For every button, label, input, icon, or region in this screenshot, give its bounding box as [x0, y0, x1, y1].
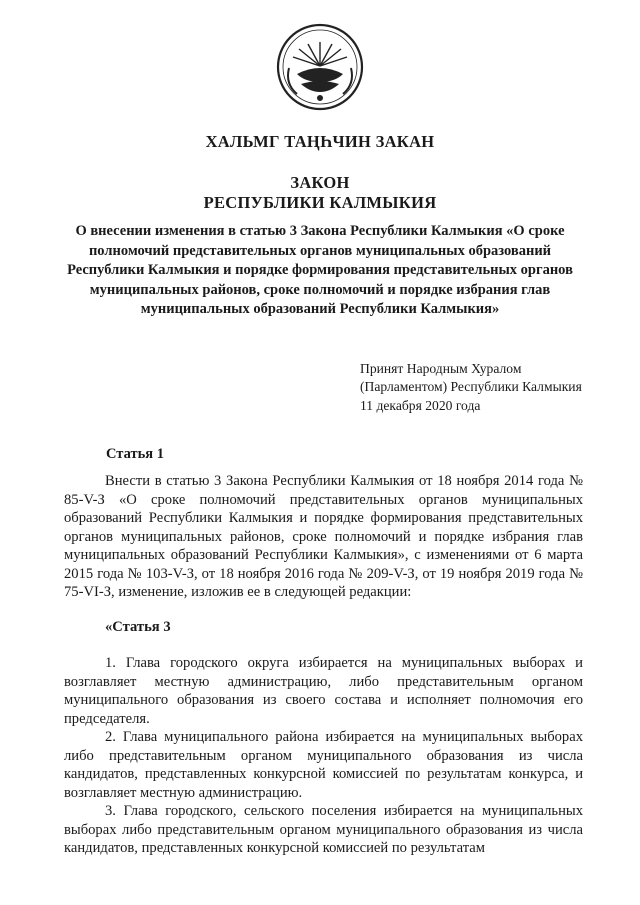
adoption-line: (Парламентом) Республики Калмыкия — [360, 379, 582, 395]
clause-paragraph: 3. Глава городского, сельского поселения избирается на муниципальных выборах либо представительным органом муниципального образования из числа кандидатов, представленных конкурсной комиссией по результатам — [64, 803, 583, 856]
adoption-line: Принят Народным Хуралом — [360, 361, 522, 376]
clauses — [64, 654, 583, 858]
article-heading: Статья 1 — [106, 446, 164, 462]
law-title-line2: РЕСПУБЛИКИ КАЛМЫКИЯ — [203, 193, 437, 212]
kalmykia-emblem-icon — [275, 22, 365, 112]
kalmyk-law-title: ХАЛЬМГ ТАҢҺЧИН ЗАКАН — [205, 132, 435, 151]
adoption-note — [360, 360, 600, 415]
quoted-article-heading: «Статья 3 — [105, 619, 171, 635]
law-subject-title: О внесении изменения в статью 3 Закона Республики Калмыкия «О сроке полномочий представительных органов муниципальных образований Республики Калмыкия и порядке формирования представительных органов муниципальных районов, сроке полномочий и порядке избрания глав муниципальных образований Республики Калмыкия» — [67, 223, 573, 318]
law-title-line1: ЗАКОН — [290, 173, 350, 192]
clause-paragraph: 2. Глава муниципального района избирается на муниципальных выборах либо представительным органом муниципального образования из числа кандидатов, представленных конкурсной комиссией по результатам конкурса, и возглавляет местную администрацию. — [64, 729, 583, 801]
clause-paragraph: 1. Глава городского округа избирается на муниципальных выборах и возглавляет местную администрацию, либо представительным органом муниципального образования из своего состава и исполняет полномочия его председателя. — [64, 655, 583, 727]
intro-paragraph: Внести в статью 3 Закона Республики Калмыкия от 18 ноября 2014 года № 85-V-З «О сроке полномочий представительных органов муниципальных образований Республики Калмыкия и порядке формирования представительных органов муниципальных районов, сроке полномочий и порядке избрания глав муниципальных образований Республики Калмыкия», с изменениями от 6 марта 2015 года № 103-V-З, от 18 ноября 2016 года № 209-V-З, от 19 ноября 2019 года № 75-VI-З, изменение, изложив ее в следующей редакции: — [64, 473, 583, 600]
adoption-date: 11 декабря 2020 года — [360, 397, 481, 413]
article-body — [64, 472, 583, 602]
